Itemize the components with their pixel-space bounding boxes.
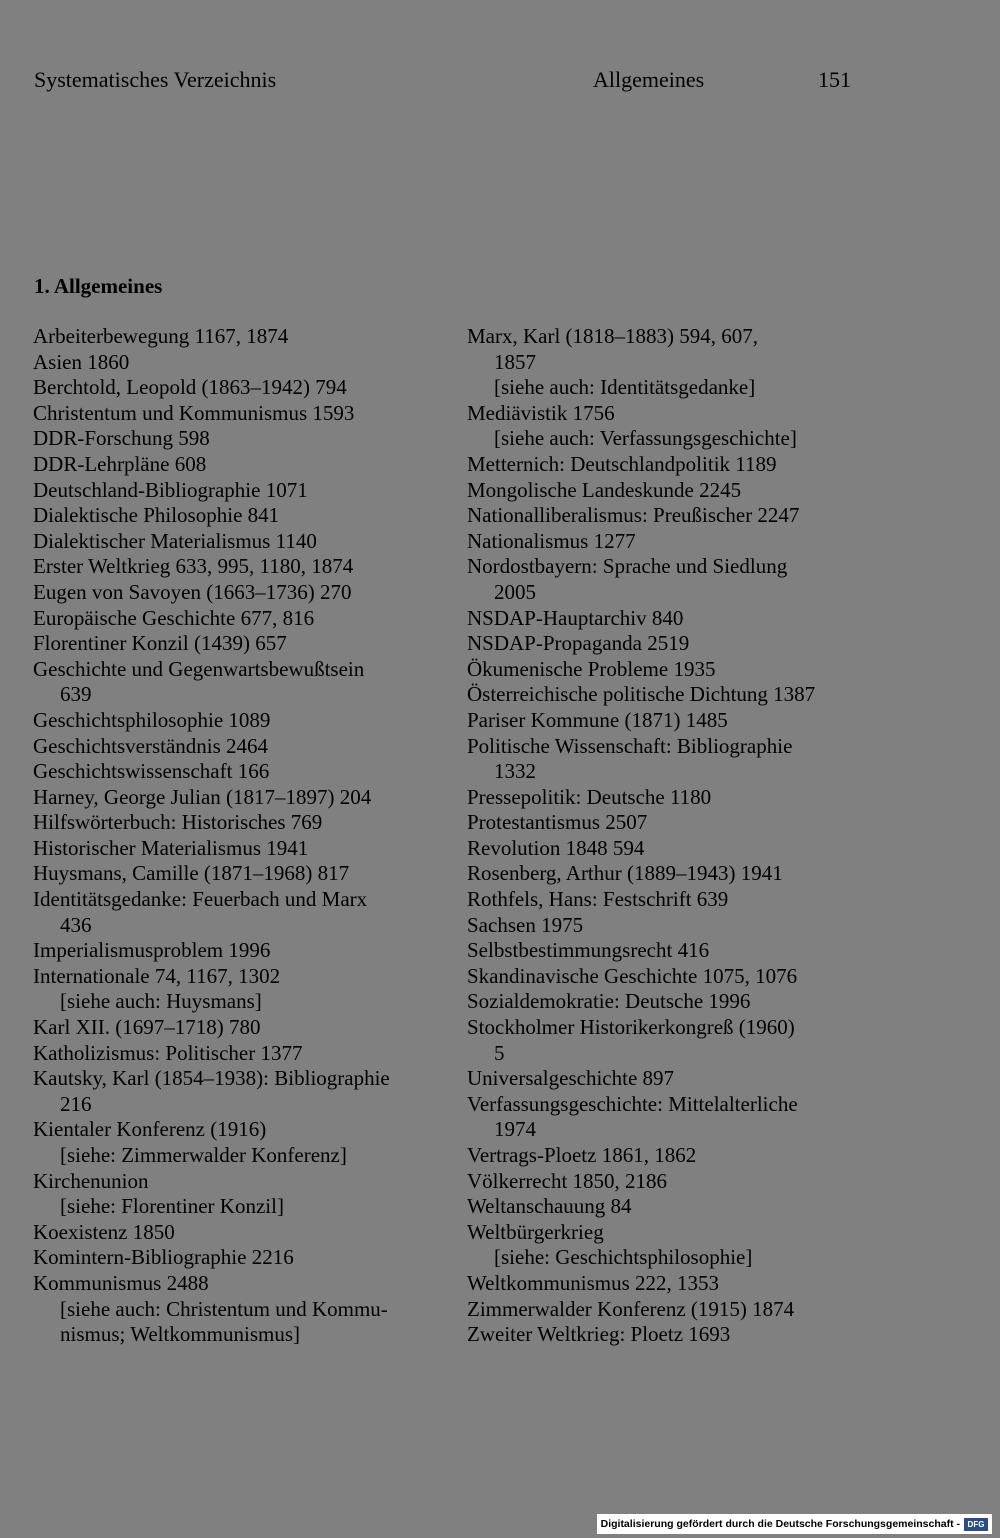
index-entry: Europäische Geschichte 677, 816 bbox=[33, 605, 315, 630]
index-entry: Rothfels, Hans: Festschrift 639 bbox=[467, 887, 729, 912]
index-entry: Politische Wissenschaft: Bibliographie bbox=[467, 733, 793, 758]
index-entry: Zweiter Weltkrieg: Ploetz 1693 bbox=[467, 1322, 731, 1347]
index-entry: Internationale 74, 1167, 1302 bbox=[33, 963, 281, 988]
index-entry: Ökumenische Probleme 1935 bbox=[467, 656, 716, 681]
index-entry-continuation: [siehe: Geschichtsphilosophie] bbox=[494, 1245, 753, 1270]
index-entry: Identitätsgedanke: Feuerbach und Marx bbox=[33, 887, 368, 912]
index-entry: NSDAP-Hauptarchiv 840 bbox=[467, 605, 684, 630]
index-entry: Kirchenunion bbox=[33, 1168, 149, 1193]
footer-credit-text: Digitalisierung gefördert durch die Deutsche Forschungsgemeinschaft - bbox=[600, 1518, 960, 1530]
digitization-footer bbox=[597, 1514, 992, 1534]
index-column-left bbox=[33, 324, 443, 1348]
index-entry-continuation: 436 bbox=[60, 912, 92, 937]
index-entry: Kommunismus 2488 bbox=[33, 1270, 209, 1295]
index-entry: Florentiner Konzil (1439) 657 bbox=[33, 631, 287, 656]
index-entry: Pariser Kommune (1871) 1485 bbox=[467, 707, 728, 732]
index-entry: Dialektische Philosophie 841 bbox=[33, 503, 280, 528]
index-entry: Skandinavische Geschichte 1075, 1076 bbox=[467, 963, 798, 988]
index-entry: Huysmans, Camille (1871–1968) 817 bbox=[33, 861, 350, 886]
section-title: 1. Allgemeines bbox=[34, 274, 163, 298]
index-entry-continuation: 5 bbox=[494, 1040, 505, 1065]
page-number: 151 bbox=[818, 67, 851, 92]
index-entry: Österreichische politische Dichtung 1387 bbox=[467, 682, 816, 707]
index-entry: Mediävistik 1756 bbox=[467, 400, 615, 425]
dfg-logo-icon: DFG bbox=[964, 1518, 988, 1531]
index-entry: Christentum und Kommunismus 1593 bbox=[33, 400, 355, 425]
index-entry: Erster Weltkrieg 633, 995, 1180, 1874 bbox=[33, 554, 354, 579]
index-entry: Selbstbestimmungsrecht 416 bbox=[467, 938, 710, 963]
index-entry: Rosenberg, Arthur (1889–1943) 1941 bbox=[467, 861, 783, 886]
index-entry: Revolution 1848 594 bbox=[467, 835, 645, 860]
index-entry: Nordostbayern: Sprache und Siedlung bbox=[467, 554, 788, 579]
index-entry: Nationalismus 1277 bbox=[467, 528, 636, 553]
index-entry-continuation: nismus; Weltkommunismus] bbox=[60, 1322, 301, 1347]
index-entry: Dialektischer Materialismus 1140 bbox=[33, 528, 317, 553]
index-entry: Katholizismus: Politischer 1377 bbox=[33, 1040, 303, 1065]
index-entry-continuation: [siehe auch: Huysmans] bbox=[60, 989, 262, 1014]
index-entry: Komintern-Bibliographie 2216 bbox=[33, 1245, 294, 1270]
index-entry: Weltkommunismus 222, 1353 bbox=[467, 1270, 720, 1295]
index-entry-continuation: [siehe: Florentiner Konzil] bbox=[60, 1194, 284, 1219]
index-entry: Vertrags-Ploetz 1861, 1862 bbox=[467, 1143, 697, 1167]
index-entry: Geschichtsverständnis 2464 bbox=[33, 733, 269, 758]
index-entry: Geschichtswissenschaft 166 bbox=[33, 759, 270, 784]
index-entry: Marx, Karl (1818–1883) 594, 607, bbox=[467, 324, 759, 348]
index-entry: Stockholmer Historikerkongreß (1960) bbox=[467, 1015, 795, 1040]
index-entry-continuation: 639 bbox=[60, 682, 92, 707]
index-entry-continuation: [siehe auch: Verfassungsgeschichte] bbox=[494, 426, 797, 451]
index-entry: Sozialdemokratie: Deutsche 1996 bbox=[467, 989, 751, 1014]
index-entry: Geschichtsphilosophie 1089 bbox=[33, 707, 271, 732]
running-header-left: Systematisches Verzeichnis bbox=[34, 67, 277, 92]
index-entry-continuation: 1857 bbox=[494, 349, 536, 374]
index-entry: Koexistenz 1850 bbox=[33, 1219, 175, 1244]
index-entry: Deutschland-Bibliographie 1071 bbox=[33, 477, 308, 502]
index-entry-continuation: 2005 bbox=[494, 579, 536, 604]
index-entry: Sachsen 1975 bbox=[467, 912, 584, 937]
index-entry: Harney, George Julian (1817–1897) 204 bbox=[33, 784, 372, 809]
index-column-right bbox=[467, 324, 877, 1348]
index-entry: Universalgeschichte 897 bbox=[467, 1066, 675, 1091]
index-entry-continuation: 216 bbox=[60, 1091, 92, 1116]
running-header-section: Allgemeines bbox=[593, 67, 705, 92]
index-entry: Historischer Materialismus 1941 bbox=[33, 835, 309, 860]
index-entry: Berchtold, Leopold (1863–1942) 794 bbox=[33, 375, 347, 400]
index-entry: DDR-Lehrpläne 608 bbox=[33, 451, 207, 476]
index-entry-continuation: [siehe auch: Christentum und Kommu- bbox=[60, 1296, 388, 1321]
index-entry: Mongolische Landeskunde 2245 bbox=[467, 477, 742, 502]
index-entry: Hilfswörterbuch: Historisches 769 bbox=[33, 810, 323, 835]
index-entry: Verfassungsgeschichte: Mittelalterliche bbox=[467, 1091, 798, 1116]
index-entry: Weltbürgerkrieg bbox=[467, 1219, 604, 1244]
index-entry-continuation: [siehe auch: Identitätsgedanke] bbox=[494, 375, 756, 400]
index-entry-continuation: [siehe: Zimmerwalder Konferenz] bbox=[60, 1143, 347, 1167]
index-entry: Nationalliberalismus: Preußischer 2247 bbox=[467, 503, 800, 528]
index-entry: Asien 1860 bbox=[33, 349, 130, 374]
index-entry: Eugen von Savoyen (1663–1736) 270 bbox=[33, 579, 352, 604]
index-entry: Arbeiterbewegung 1167, 1874 bbox=[33, 324, 289, 348]
index-entry: DDR-Forschung 598 bbox=[33, 426, 210, 451]
index-entry: Weltanschauung 84 bbox=[467, 1194, 632, 1219]
index-entry: Karl XII. (1697–1718) 780 bbox=[33, 1015, 261, 1040]
index-entry: NSDAP-Propaganda 2519 bbox=[467, 631, 690, 656]
index-entry: Pressepolitik: Deutsche 1180 bbox=[467, 784, 712, 809]
index-entry: Imperialismusproblem 1996 bbox=[33, 938, 271, 963]
index-entry: Protestantismus 2507 bbox=[467, 810, 648, 835]
index-entry: Kautsky, Karl (1854–1938): Bibliographie bbox=[33, 1066, 390, 1091]
index-entry-continuation: 1332 bbox=[494, 759, 536, 784]
index-entry: Kientaler Konferenz (1916) bbox=[33, 1117, 267, 1142]
index-entry-continuation: 1974 bbox=[494, 1117, 536, 1142]
index-entry: Metternich: Deutschlandpolitik 1189 bbox=[467, 451, 777, 476]
index-entry: Völkerrecht 1850, 2186 bbox=[467, 1168, 668, 1193]
index-entry: Geschichte und Gegenwartsbewußtsein bbox=[33, 656, 365, 681]
index-entry: Zimmerwalder Konferenz (1915) 1874 bbox=[467, 1296, 795, 1321]
